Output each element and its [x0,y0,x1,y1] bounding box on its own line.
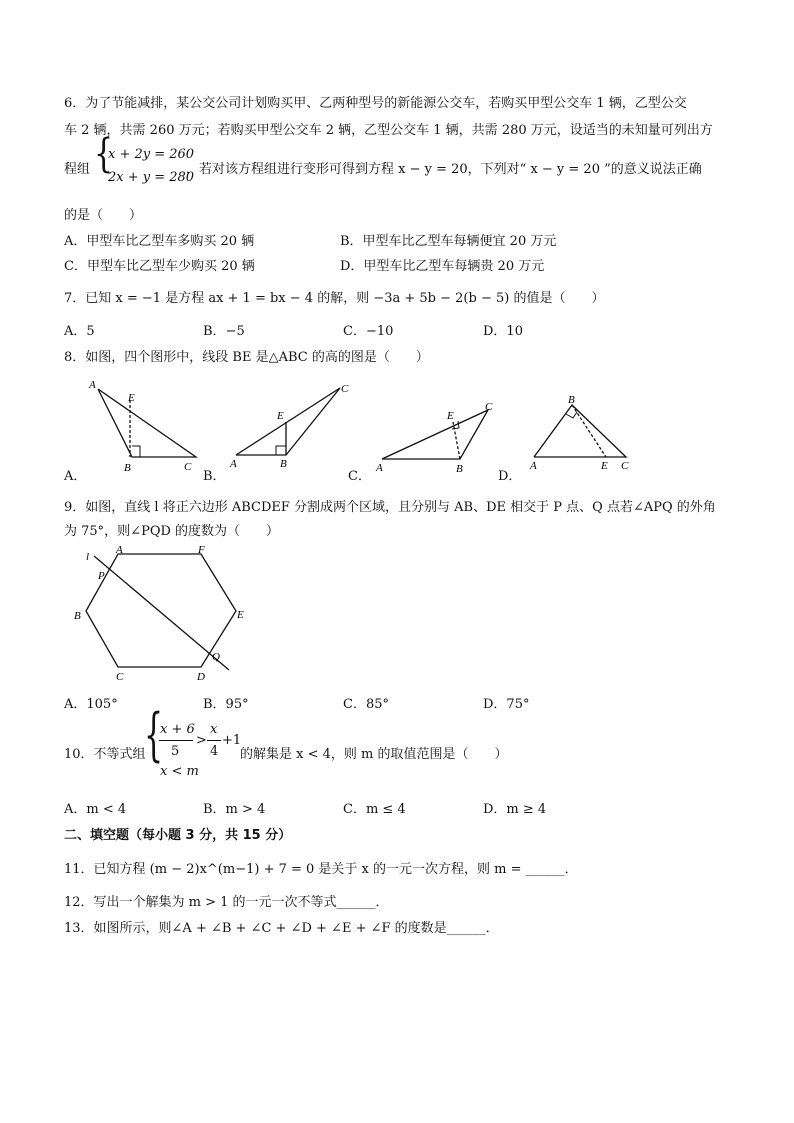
q9-label-c: C [116,671,124,683]
q9-option-a: A．105° [64,697,118,712]
q6-option-a: A．甲型车比乙型车多购买 20 辆 [64,234,255,249]
q9-label-p: P [98,570,105,582]
q8b-label-e: E [277,410,284,422]
q8-figure-d [534,405,626,457]
q6-option-b: B．甲型车比乙型车每辆便宜 20 万元 [340,234,557,249]
q7-option-b: B．−5 [203,324,245,339]
q9-label-d: D [197,671,205,683]
section-2-heading: 二、填空题（每小题 3 分，共 15 分） [64,828,292,843]
q6-system-suffix: ．若对该方程组进行变形可得到方程 x − y = 20，下列对“ x − y = 20 ”的意义说法正确 [186,162,702,177]
q6-line1: 6．为了节能减排，某公交公司计划购买甲、乙两种型号的新能源公交车，若购买甲型公交车 1 辆，乙型公交 [64,96,687,111]
q6-equation-2: 2x + y = 280 [108,170,195,185]
q10-option-b: B．m > 4 [203,802,266,817]
q11-stem: 11．已知方程 (m − 2)x^(m−1) + 7 = 0 是关于 x 的一元一次方程，则 m = ______． [64,862,578,877]
q6-system-prefix: 程组 [64,162,91,177]
q8d-label-b: B [568,394,575,406]
q9-label-e: E [237,609,244,621]
q8-figure-c [382,410,488,459]
q9-line1: 9．如图，直线 l 将正六边形 ABCDEF 分割成两个区域，且分别与 AB、DE 相交于 P 点、Q 点若∠APQ 的外角 [64,500,716,515]
q8-option-c: C． [348,469,371,484]
q8a-label-a: A [89,379,96,391]
q10-frac2-numerator: x [210,722,218,737]
q6-option-d: D．甲型车比乙型车每辆贵 20 万元 [340,259,545,274]
q9-label-l: l [86,551,90,563]
q10-brace: { [144,702,164,770]
q8a-label-c: C [184,461,192,473]
q8c-label-c: C [485,401,493,413]
q9-label-q: Q [212,651,220,663]
q13-stem: 13．如图所示，则∠A + ∠B + ∠C + ∠D + ∠E + ∠F 的度数是______． [64,921,499,936]
q6-brace: { [94,130,114,178]
q9-label-f: F [198,544,205,556]
q10-option-c: C．m ≤ 4 [343,802,406,817]
q8d-label-a: A [530,460,537,472]
q10-inequality-2: x < m [160,764,199,779]
q9-label-b: B [74,610,81,622]
q7-option-d: D．10 [483,324,523,339]
q10-prefix: 10．不等式组 [64,747,146,762]
q8b-label-b: B [280,458,287,470]
q8b-label-a: A [230,458,237,470]
q7-stem: 7．已知 x = −1 是方程 ax + 1 = bx − 4 的解，则 −3a + 5b − 2(b − 5) 的值是（ ） [64,291,605,306]
q8-option-d: D． [498,469,522,484]
q10-frac2-denominator: 4 [210,744,219,759]
q8c-label-a: A [376,462,383,474]
q6-equation-1: x + 2y = 260 [108,147,195,162]
q10-plus-one: +1 [222,733,242,748]
q9-option-b: B．95° [203,697,249,712]
q8d-label-e: E [601,460,608,472]
q9-option-c: C．85° [343,697,389,712]
q10-greater-than: > [196,733,207,748]
q9-line2: 为 75°，则∠PQD 的度数为（ ） [64,524,280,539]
q10-frac1-bar [159,740,193,741]
q8a-label-e: E [128,392,135,404]
q10-option-d: D．m ≥ 4 [483,802,547,817]
line-l [94,556,229,670]
q10-frac1-numerator: x + 6 [160,722,195,737]
q10-option-a: A．m < 4 [64,802,127,817]
q8a-label-b: B [124,462,131,474]
q6-line2: 车 2 辆，共需 260 万元；若购买甲型公交车 2 辆，乙型公交车 1 辆，共需 280 万元，设适当的未知量可列出方 [64,123,713,138]
q9-label-a: A [116,544,123,556]
q9-hexagon-figure [64,538,254,684]
q6-line4: 的是（ ） [64,208,143,223]
q8c-label-e: E [447,410,454,422]
q7-option-a: A．5 [64,324,95,339]
q8-figure-a [98,389,196,457]
q9-option-d: D．75° [483,697,530,712]
q8c-label-b: B [456,463,463,475]
q7-option-c: C．−10 [343,324,394,339]
q8d-label-c: C [621,460,629,472]
q10-frac1-denominator: 5 [171,744,180,759]
q8-stem: 8．如图，四个图形中，线段 BE 是△ABC 的高的图是（ ） [64,350,429,365]
q8-option-b: B． [203,469,226,484]
q10-suffix: 的解集是 x < 4，则 m 的取值范围是（ ） [240,747,508,762]
q8b-label-c: C [341,383,349,395]
q8-figure-b [236,388,340,455]
q10-frac2-bar [207,740,221,741]
q8-option-a: A． [64,469,87,484]
q6-option-c: C．甲型车比乙型车少购买 20 辆 [64,259,255,274]
q12-stem: 12．写出一个解集为 m > 1 的一元一次不等式______． [64,895,389,910]
